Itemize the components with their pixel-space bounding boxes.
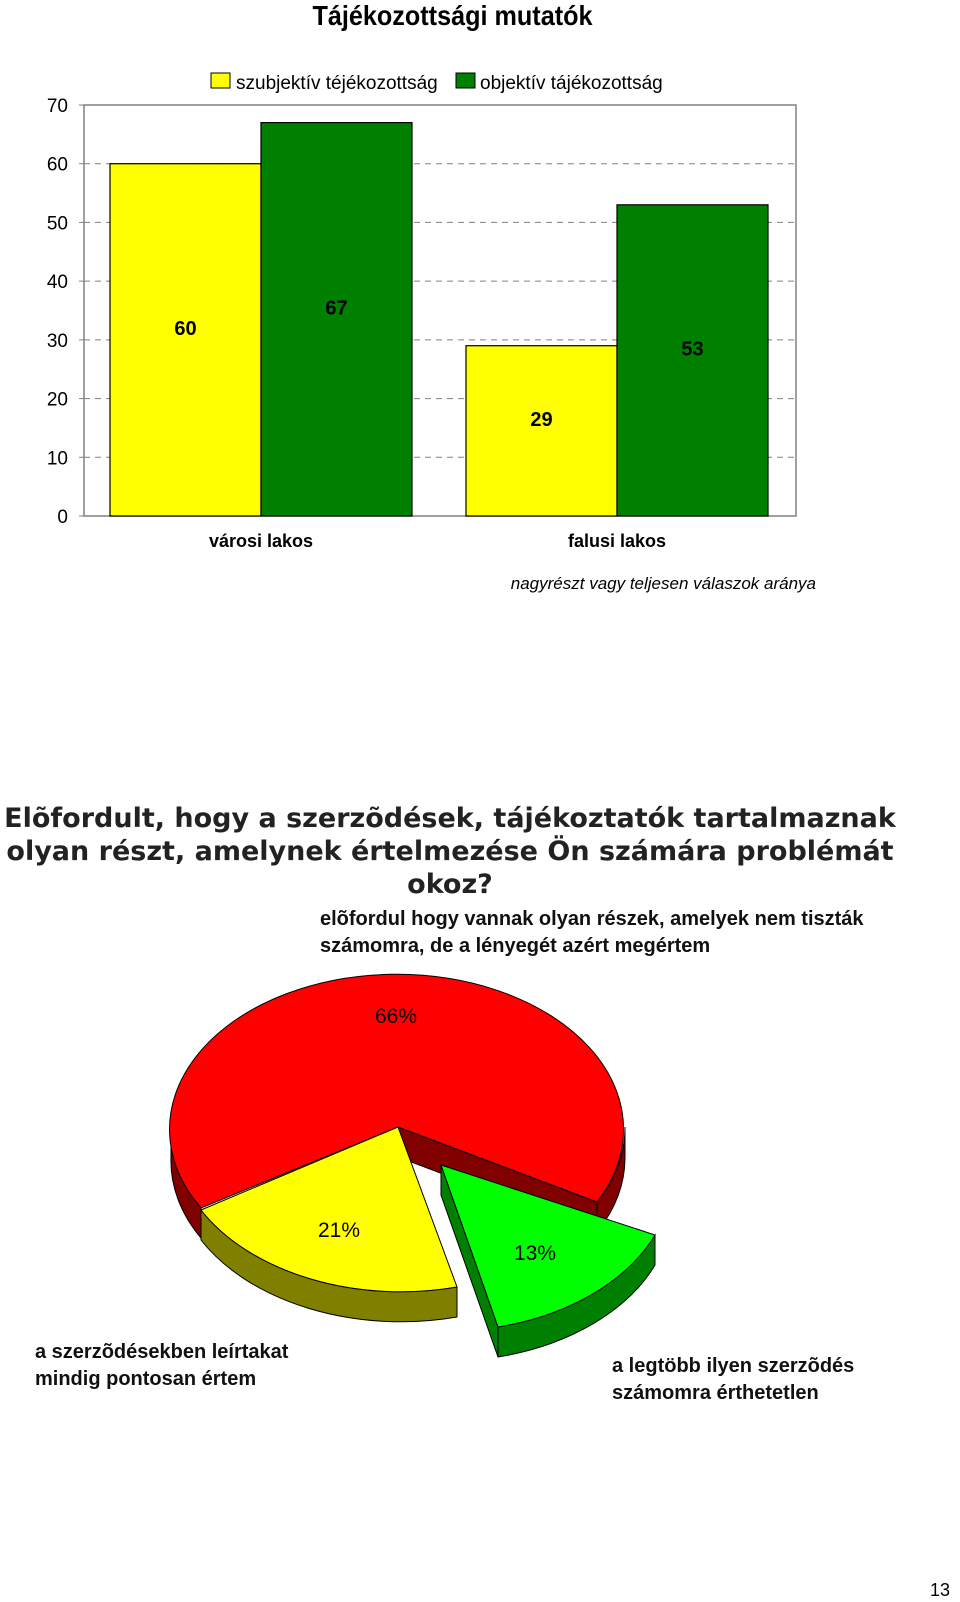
y-tick-label: 10 (46, 448, 68, 470)
y-tick-label: 40 (46, 272, 68, 294)
pie-legend-label-green: a legtöbb ilyen szerzõdés számomra érthetetlen (612, 1355, 855, 1404)
x-axis-title: nagyrészt vagy teljesen válaszok aránya (510, 574, 816, 593)
y-tick-label: 60 (46, 154, 68, 176)
y-tick-label: 20 (46, 389, 68, 411)
bar-chart-title: Tájékozottsági mutatók (312, 0, 593, 31)
pie-legend-label-yellow: a szerzõdésekben leírtakat mindig pontosan értem (35, 1341, 289, 1390)
x-category-label: városi lakos (208, 531, 314, 551)
legend-label-objective: objektív tájékozottság (480, 73, 663, 94)
x-category-label: falusi lakos (567, 531, 667, 551)
page-number: 13 (929, 1580, 950, 1600)
y-tick-label: 0 (57, 507, 68, 528)
bar-value-label: 53 (681, 338, 704, 361)
y-tick-label: 50 (46, 213, 68, 235)
pie-value-label-green: 13% (513, 1242, 557, 1265)
legend-label-subjective: szubjektív téjékozottság (236, 73, 438, 94)
pie-chart-title: Elõfordult, hogy a szerzõdések, tájékoztatók tartalmaznak olyan részt, amelynek értelmezése Ön számára problémát okoz? (4, 803, 896, 900)
pie-legend-label-red: elõfordul hogy vannak olyan részek, amelyek nem tiszták számomra, de a lényegét azért megértem (320, 908, 864, 957)
pie-value-label-red: 66% (374, 1005, 418, 1028)
y-tick-label: 30 (46, 330, 68, 352)
bar-value-label: 29 (530, 408, 553, 431)
y-tick-label: 70 (46, 96, 68, 117)
bar-value-label: 60 (174, 317, 197, 340)
bar-value-label: 67 (325, 297, 348, 320)
pie-value-label-yellow: 21% (317, 1219, 361, 1242)
